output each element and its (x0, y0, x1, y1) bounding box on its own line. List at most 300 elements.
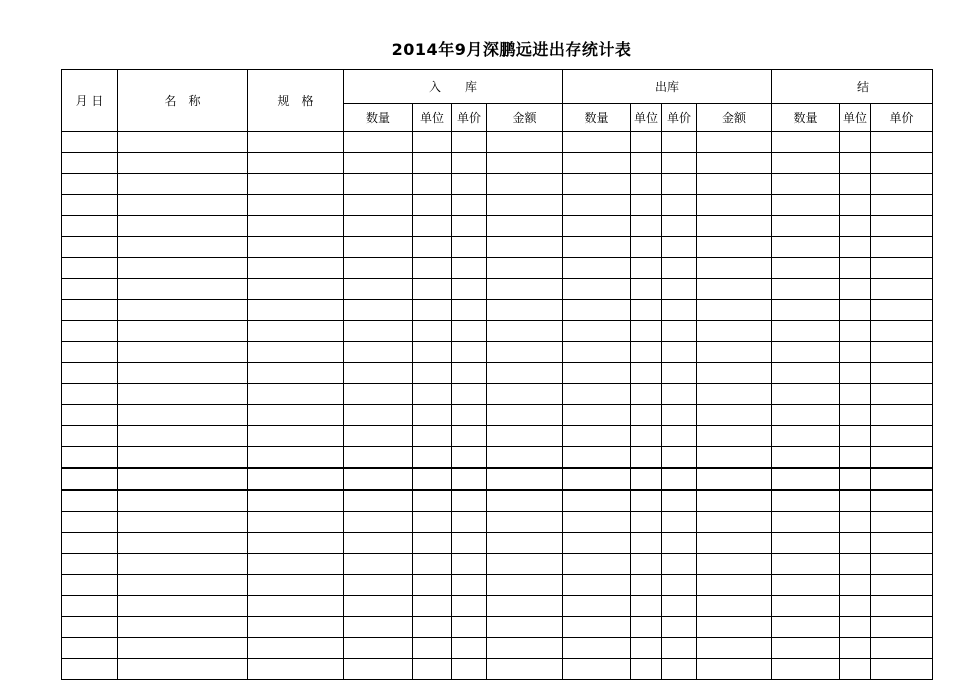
out-qty-cell[interactable] (563, 153, 631, 174)
month-day-cell[interactable] (62, 174, 118, 195)
month-day-cell[interactable] (62, 447, 118, 469)
in-unit-cell[interactable] (413, 279, 452, 300)
in-unit-cell[interactable] (413, 638, 452, 659)
out-amount-cell[interactable] (697, 342, 772, 363)
balance-unit-cell[interactable] (840, 659, 871, 680)
out-amount-cell[interactable] (697, 533, 772, 554)
balance-unit-price-cell[interactable] (871, 258, 933, 279)
name-cell[interactable] (118, 596, 248, 617)
balance-unit-price-cell[interactable] (871, 575, 933, 596)
balance-unit-cell[interactable] (840, 468, 871, 490)
balance-unit-price-cell[interactable] (871, 342, 933, 363)
balance-qty-cell[interactable] (772, 554, 840, 575)
in-amount-cell[interactable] (487, 638, 563, 659)
in-amount-cell[interactable] (487, 447, 563, 469)
in-unit-price-cell[interactable] (452, 512, 487, 533)
in-unit-price-cell[interactable] (452, 490, 487, 512)
out-unit-cell[interactable] (631, 363, 662, 384)
in-unit-cell[interactable] (413, 216, 452, 237)
out-unit-price-cell[interactable] (662, 554, 697, 575)
balance-qty-cell[interactable] (772, 132, 840, 153)
out-unit-cell[interactable] (631, 512, 662, 533)
in-unit-cell[interactable] (413, 617, 452, 638)
balance-qty-cell[interactable] (772, 258, 840, 279)
name-cell[interactable] (118, 279, 248, 300)
name-cell[interactable] (118, 384, 248, 405)
in-amount-cell[interactable] (487, 575, 563, 596)
out-unit-cell[interactable] (631, 659, 662, 680)
name-cell[interactable] (118, 237, 248, 258)
balance-qty-cell[interactable] (772, 279, 840, 300)
month-day-cell[interactable] (62, 384, 118, 405)
out-unit-price-cell[interactable] (662, 490, 697, 512)
out-amount-cell[interactable] (697, 321, 772, 342)
balance-unit-price-cell[interactable] (871, 321, 933, 342)
in-unit-price-cell[interactable] (452, 258, 487, 279)
month-day-cell[interactable] (62, 132, 118, 153)
out-qty-cell[interactable] (563, 426, 631, 447)
balance-unit-cell[interactable] (840, 321, 871, 342)
in-amount-cell[interactable] (487, 405, 563, 426)
month-day-cell[interactable] (62, 321, 118, 342)
balance-unit-cell[interactable] (840, 638, 871, 659)
in-unit-cell[interactable] (413, 490, 452, 512)
out-unit-price-cell[interactable] (662, 384, 697, 405)
month-day-cell[interactable] (62, 279, 118, 300)
spec-cell[interactable] (248, 659, 344, 680)
in-unit-cell[interactable] (413, 405, 452, 426)
out-unit-cell[interactable] (631, 447, 662, 469)
balance-unit-cell[interactable] (840, 132, 871, 153)
balance-unit-price-cell[interactable] (871, 132, 933, 153)
in-unit-cell[interactable] (413, 342, 452, 363)
out-unit-cell[interactable] (631, 153, 662, 174)
out-unit-cell[interactable] (631, 174, 662, 195)
month-day-cell[interactable] (62, 363, 118, 384)
balance-unit-price-cell[interactable] (871, 174, 933, 195)
out-unit-price-cell[interactable] (662, 237, 697, 258)
spec-cell[interactable] (248, 533, 344, 554)
balance-unit-cell[interactable] (840, 575, 871, 596)
name-cell[interactable] (118, 405, 248, 426)
in-unit-price-cell[interactable] (452, 468, 487, 490)
in-qty-cell[interactable] (344, 342, 413, 363)
balance-unit-cell[interactable] (840, 426, 871, 447)
out-unit-price-cell[interactable] (662, 533, 697, 554)
balance-unit-cell[interactable] (840, 490, 871, 512)
out-unit-price-cell[interactable] (662, 195, 697, 216)
out-qty-cell[interactable] (563, 321, 631, 342)
in-qty-cell[interactable] (344, 132, 413, 153)
in-unit-cell[interactable] (413, 174, 452, 195)
in-unit-cell[interactable] (413, 512, 452, 533)
name-cell[interactable] (118, 426, 248, 447)
balance-unit-price-cell[interactable] (871, 447, 933, 469)
out-amount-cell[interactable] (697, 638, 772, 659)
spec-cell[interactable] (248, 575, 344, 596)
month-day-cell[interactable] (62, 195, 118, 216)
spec-cell[interactable] (248, 617, 344, 638)
balance-unit-price-cell[interactable] (871, 596, 933, 617)
in-qty-cell[interactable] (344, 490, 413, 512)
balance-unit-price-cell[interactable] (871, 638, 933, 659)
balance-unit-cell[interactable] (840, 512, 871, 533)
spec-cell[interactable] (248, 512, 344, 533)
out-unit-price-cell[interactable] (662, 153, 697, 174)
name-cell[interactable] (118, 447, 248, 469)
out-qty-cell[interactable] (563, 132, 631, 153)
out-qty-cell[interactable] (563, 575, 631, 596)
balance-unit-cell[interactable] (840, 533, 871, 554)
out-qty-cell[interactable] (563, 237, 631, 258)
out-unit-price-cell[interactable] (662, 617, 697, 638)
out-unit-price-cell[interactable] (662, 363, 697, 384)
balance-qty-cell[interactable] (772, 447, 840, 469)
in-unit-price-cell[interactable] (452, 596, 487, 617)
spec-cell[interactable] (248, 258, 344, 279)
out-qty-cell[interactable] (563, 342, 631, 363)
in-unit-cell[interactable] (413, 300, 452, 321)
in-unit-price-cell[interactable] (452, 237, 487, 258)
balance-qty-cell[interactable] (772, 512, 840, 533)
in-amount-cell[interactable] (487, 132, 563, 153)
out-qty-cell[interactable] (563, 279, 631, 300)
month-day-cell[interactable] (62, 405, 118, 426)
out-amount-cell[interactable] (697, 258, 772, 279)
out-amount-cell[interactable] (697, 132, 772, 153)
spec-cell[interactable] (248, 174, 344, 195)
in-unit-cell[interactable] (413, 533, 452, 554)
in-unit-price-cell[interactable] (452, 153, 487, 174)
balance-unit-cell[interactable] (840, 447, 871, 469)
in-qty-cell[interactable] (344, 533, 413, 554)
month-day-cell[interactable] (62, 512, 118, 533)
in-qty-cell[interactable] (344, 575, 413, 596)
spec-cell[interactable] (248, 153, 344, 174)
balance-unit-cell[interactable] (840, 174, 871, 195)
in-unit-price-cell[interactable] (452, 405, 487, 426)
in-unit-price-cell[interactable] (452, 195, 487, 216)
in-unit-cell[interactable] (413, 447, 452, 469)
spec-cell[interactable] (248, 363, 344, 384)
in-amount-cell[interactable] (487, 195, 563, 216)
in-unit-price-cell[interactable] (452, 132, 487, 153)
in-amount-cell[interactable] (487, 533, 563, 554)
out-amount-cell[interactable] (697, 237, 772, 258)
out-unit-price-cell[interactable] (662, 659, 697, 680)
in-amount-cell[interactable] (487, 279, 563, 300)
in-unit-cell[interactable] (413, 596, 452, 617)
name-cell[interactable] (118, 132, 248, 153)
out-amount-cell[interactable] (697, 195, 772, 216)
in-qty-cell[interactable] (344, 554, 413, 575)
out-unit-cell[interactable] (631, 300, 662, 321)
in-amount-cell[interactable] (487, 490, 563, 512)
name-cell[interactable] (118, 554, 248, 575)
balance-unit-cell[interactable] (840, 237, 871, 258)
out-unit-price-cell[interactable] (662, 300, 697, 321)
balance-unit-cell[interactable] (840, 617, 871, 638)
out-amount-cell[interactable] (697, 174, 772, 195)
in-qty-cell[interactable] (344, 512, 413, 533)
balance-unit-price-cell[interactable] (871, 279, 933, 300)
in-unit-cell[interactable] (413, 153, 452, 174)
in-amount-cell[interactable] (487, 468, 563, 490)
out-unit-price-cell[interactable] (662, 512, 697, 533)
out-unit-cell[interactable] (631, 132, 662, 153)
balance-unit-price-cell[interactable] (871, 426, 933, 447)
balance-qty-cell[interactable] (772, 195, 840, 216)
balance-qty-cell[interactable] (772, 300, 840, 321)
balance-unit-cell[interactable] (840, 363, 871, 384)
out-unit-cell[interactable] (631, 554, 662, 575)
balance-unit-price-cell[interactable] (871, 468, 933, 490)
balance-unit-price-cell[interactable] (871, 153, 933, 174)
name-cell[interactable] (118, 468, 248, 490)
out-unit-price-cell[interactable] (662, 468, 697, 490)
balance-unit-price-cell[interactable] (871, 554, 933, 575)
in-qty-cell[interactable] (344, 216, 413, 237)
out-unit-price-cell[interactable] (662, 258, 697, 279)
in-qty-cell[interactable] (344, 638, 413, 659)
month-day-cell[interactable] (62, 596, 118, 617)
spec-cell[interactable] (248, 426, 344, 447)
name-cell[interactable] (118, 174, 248, 195)
in-amount-cell[interactable] (487, 596, 563, 617)
in-amount-cell[interactable] (487, 617, 563, 638)
in-amount-cell[interactable] (487, 512, 563, 533)
balance-qty-cell[interactable] (772, 638, 840, 659)
in-unit-price-cell[interactable] (452, 426, 487, 447)
name-cell[interactable] (118, 195, 248, 216)
out-unit-cell[interactable] (631, 195, 662, 216)
in-qty-cell[interactable] (344, 300, 413, 321)
in-unit-price-cell[interactable] (452, 554, 487, 575)
balance-unit-price-cell[interactable] (871, 405, 933, 426)
spec-cell[interactable] (248, 300, 344, 321)
in-unit-price-cell[interactable] (452, 342, 487, 363)
in-qty-cell[interactable] (344, 596, 413, 617)
in-qty-cell[interactable] (344, 258, 413, 279)
in-qty-cell[interactable] (344, 405, 413, 426)
balance-qty-cell[interactable] (772, 363, 840, 384)
in-unit-cell[interactable] (413, 258, 452, 279)
out-unit-price-cell[interactable] (662, 321, 697, 342)
balance-qty-cell[interactable] (772, 153, 840, 174)
spec-cell[interactable] (248, 279, 344, 300)
balance-qty-cell[interactable] (772, 596, 840, 617)
spec-cell[interactable] (248, 132, 344, 153)
month-day-cell[interactable] (62, 468, 118, 490)
in-unit-price-cell[interactable] (452, 279, 487, 300)
spec-cell[interactable] (248, 468, 344, 490)
out-unit-price-cell[interactable] (662, 447, 697, 469)
out-amount-cell[interactable] (697, 216, 772, 237)
name-cell[interactable] (118, 258, 248, 279)
out-qty-cell[interactable] (563, 638, 631, 659)
out-unit-price-cell[interactable] (662, 216, 697, 237)
out-unit-price-cell[interactable] (662, 342, 697, 363)
out-qty-cell[interactable] (563, 490, 631, 512)
balance-unit-cell[interactable] (840, 554, 871, 575)
month-day-cell[interactable] (62, 237, 118, 258)
out-unit-cell[interactable] (631, 617, 662, 638)
in-qty-cell[interactable] (344, 195, 413, 216)
in-unit-price-cell[interactable] (452, 533, 487, 554)
in-unit-price-cell[interactable] (452, 447, 487, 469)
balance-qty-cell[interactable] (772, 384, 840, 405)
balance-unit-cell[interactable] (840, 153, 871, 174)
out-amount-cell[interactable] (697, 405, 772, 426)
out-amount-cell[interactable] (697, 575, 772, 596)
spec-cell[interactable] (248, 638, 344, 659)
in-amount-cell[interactable] (487, 300, 563, 321)
spec-cell[interactable] (248, 405, 344, 426)
out-amount-cell[interactable] (697, 279, 772, 300)
out-unit-price-cell[interactable] (662, 638, 697, 659)
out-unit-price-cell[interactable] (662, 405, 697, 426)
balance-unit-cell[interactable] (840, 342, 871, 363)
month-day-cell[interactable] (62, 617, 118, 638)
in-unit-price-cell[interactable] (452, 617, 487, 638)
out-qty-cell[interactable] (563, 447, 631, 469)
balance-unit-cell[interactable] (840, 300, 871, 321)
out-unit-cell[interactable] (631, 468, 662, 490)
month-day-cell[interactable] (62, 216, 118, 237)
in-qty-cell[interactable] (344, 279, 413, 300)
balance-unit-price-cell[interactable] (871, 659, 933, 680)
balance-unit-price-cell[interactable] (871, 617, 933, 638)
month-day-cell[interactable] (62, 554, 118, 575)
name-cell[interactable] (118, 512, 248, 533)
out-unit-price-cell[interactable] (662, 132, 697, 153)
balance-unit-cell[interactable] (840, 279, 871, 300)
name-cell[interactable] (118, 490, 248, 512)
balance-qty-cell[interactable] (772, 490, 840, 512)
out-amount-cell[interactable] (697, 153, 772, 174)
month-day-cell[interactable] (62, 153, 118, 174)
month-day-cell[interactable] (62, 342, 118, 363)
out-qty-cell[interactable] (563, 596, 631, 617)
balance-unit-price-cell[interactable] (871, 300, 933, 321)
in-amount-cell[interactable] (487, 554, 563, 575)
in-unit-cell[interactable] (413, 426, 452, 447)
out-amount-cell[interactable] (697, 363, 772, 384)
balance-qty-cell[interactable] (772, 426, 840, 447)
spec-cell[interactable] (248, 490, 344, 512)
in-unit-cell[interactable] (413, 321, 452, 342)
name-cell[interactable] (118, 533, 248, 554)
balance-qty-cell[interactable] (772, 617, 840, 638)
name-cell[interactable] (118, 363, 248, 384)
balance-qty-cell[interactable] (772, 342, 840, 363)
out-unit-cell[interactable] (631, 279, 662, 300)
name-cell[interactable] (118, 575, 248, 596)
out-qty-cell[interactable] (563, 405, 631, 426)
in-unit-cell[interactable] (413, 659, 452, 680)
in-unit-cell[interactable] (413, 237, 452, 258)
out-amount-cell[interactable] (697, 300, 772, 321)
out-qty-cell[interactable] (563, 533, 631, 554)
out-unit-price-cell[interactable] (662, 279, 697, 300)
in-qty-cell[interactable] (344, 659, 413, 680)
out-qty-cell[interactable] (563, 384, 631, 405)
balance-unit-cell[interactable] (840, 596, 871, 617)
out-amount-cell[interactable] (697, 554, 772, 575)
in-amount-cell[interactable] (487, 174, 563, 195)
spec-cell[interactable] (248, 554, 344, 575)
out-qty-cell[interactable] (563, 512, 631, 533)
in-qty-cell[interactable] (344, 321, 413, 342)
in-amount-cell[interactable] (487, 216, 563, 237)
in-unit-price-cell[interactable] (452, 174, 487, 195)
balance-unit-price-cell[interactable] (871, 363, 933, 384)
month-day-cell[interactable] (62, 659, 118, 680)
out-unit-cell[interactable] (631, 596, 662, 617)
out-qty-cell[interactable] (563, 174, 631, 195)
balance-qty-cell[interactable] (772, 237, 840, 258)
balance-qty-cell[interactable] (772, 216, 840, 237)
in-unit-cell[interactable] (413, 132, 452, 153)
in-amount-cell[interactable] (487, 342, 563, 363)
in-amount-cell[interactable] (487, 258, 563, 279)
balance-unit-cell[interactable] (840, 258, 871, 279)
out-amount-cell[interactable] (697, 659, 772, 680)
in-qty-cell[interactable] (344, 363, 413, 384)
in-qty-cell[interactable] (344, 447, 413, 469)
in-amount-cell[interactable] (487, 237, 563, 258)
balance-unit-cell[interactable] (840, 195, 871, 216)
out-amount-cell[interactable] (697, 512, 772, 533)
out-unit-cell[interactable] (631, 426, 662, 447)
balance-qty-cell[interactable] (772, 321, 840, 342)
in-qty-cell[interactable] (344, 384, 413, 405)
balance-qty-cell[interactable] (772, 468, 840, 490)
in-unit-cell[interactable] (413, 363, 452, 384)
in-unit-price-cell[interactable] (452, 363, 487, 384)
balance-unit-price-cell[interactable] (871, 216, 933, 237)
balance-unit-price-cell[interactable] (871, 384, 933, 405)
in-unit-cell[interactable] (413, 554, 452, 575)
out-unit-price-cell[interactable] (662, 596, 697, 617)
balance-unit-price-cell[interactable] (871, 512, 933, 533)
out-unit-cell[interactable] (631, 384, 662, 405)
name-cell[interactable] (118, 321, 248, 342)
out-unit-cell[interactable] (631, 490, 662, 512)
out-amount-cell[interactable] (697, 596, 772, 617)
out-unit-cell[interactable] (631, 342, 662, 363)
in-amount-cell[interactable] (487, 153, 563, 174)
out-amount-cell[interactable] (697, 384, 772, 405)
out-qty-cell[interactable] (563, 216, 631, 237)
in-qty-cell[interactable] (344, 237, 413, 258)
out-unit-price-cell[interactable] (662, 575, 697, 596)
out-unit-price-cell[interactable] (662, 174, 697, 195)
out-qty-cell[interactable] (563, 258, 631, 279)
balance-unit-cell[interactable] (840, 216, 871, 237)
month-day-cell[interactable] (62, 300, 118, 321)
in-unit-cell[interactable] (413, 468, 452, 490)
spec-cell[interactable] (248, 342, 344, 363)
name-cell[interactable] (118, 659, 248, 680)
out-qty-cell[interactable] (563, 617, 631, 638)
in-unit-price-cell[interactable] (452, 575, 487, 596)
in-unit-price-cell[interactable] (452, 638, 487, 659)
balance-qty-cell[interactable] (772, 659, 840, 680)
in-amount-cell[interactable] (487, 321, 563, 342)
in-qty-cell[interactable] (344, 426, 413, 447)
spec-cell[interactable] (248, 216, 344, 237)
